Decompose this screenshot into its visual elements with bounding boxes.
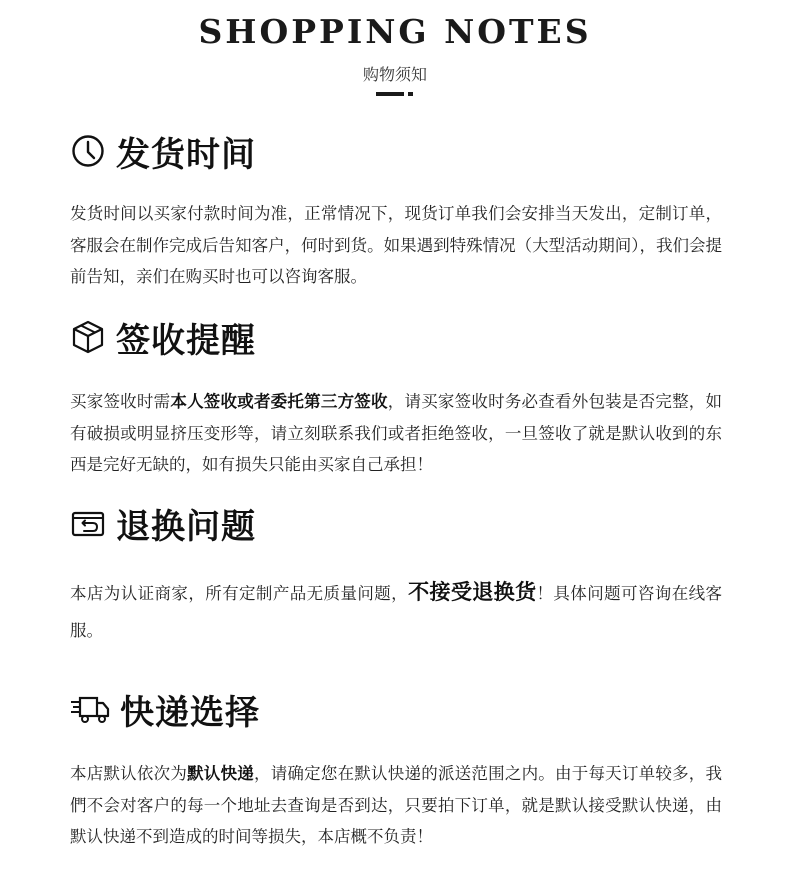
section-delivery-receipt-heading — [70, 314, 256, 360]
title-divider-dot — [408, 92, 413, 96]
section-courier-heading — [70, 686, 260, 732]
page-subtitle: 购物须知 — [362, 65, 427, 84]
title-divider — [376, 92, 404, 96]
section-returns-text: 本店为认证商家，所有定制产品无质量问题，不接受退换货！具体问题可咨询在线客服。 — [70, 580, 723, 640]
emphasis-text: 不接受退换货 — [408, 580, 537, 604]
section-courier-text: 本店默认依次为默认快递，请确定您在默认快递的派送范围之内。由于每天订单较多，我們不会对客户的每一个地址去查询是否到达，只要拍下订单，就是默认接受默认快递，由默认快递不到造成的时间等损失，本店概不负责！ — [70, 764, 723, 846]
page-title: SHOPPING NOTES — [198, 12, 592, 51]
section-title: 签收提醒 — [116, 320, 256, 361]
section-title: 快递选择 — [120, 692, 260, 733]
section-shipping-time-text: 发货时间以买家付款时间为准，正常情况下，现货订单我们会安排当天发出，定制订单，客服会在制作完成后告知客户，何时到货。如果遇到特殊情况（大型活动期间），我们会提前告知，亲们在购买时也可以咨询客服。 — [70, 204, 722, 286]
return-exchange-icon — [70, 505, 106, 541]
emphasis-text: 本人签收或者委托第三方签收 — [170, 392, 388, 411]
section-title: 发货时间 — [116, 134, 256, 175]
emphasis-text: 默认快递 — [187, 764, 254, 783]
section-shipping-time-heading — [70, 128, 256, 174]
delivery-truck-icon — [70, 691, 110, 727]
clock-icon — [70, 133, 106, 169]
section-returns-heading — [70, 500, 256, 546]
section-title: 退换问题 — [116, 506, 256, 547]
section-delivery-receipt-text: 买家签收时需本人签收或者委托第三方签收，请买家签收时务必查看外包装是否完整，如有破损或明显挤压变形等，请立刻联系我们或者拒绝签收，一旦签收了就是默认收到的东西是完好无缺的，如有损失只能由买家自己承担！ — [70, 392, 723, 474]
package-box-icon — [70, 319, 106, 355]
